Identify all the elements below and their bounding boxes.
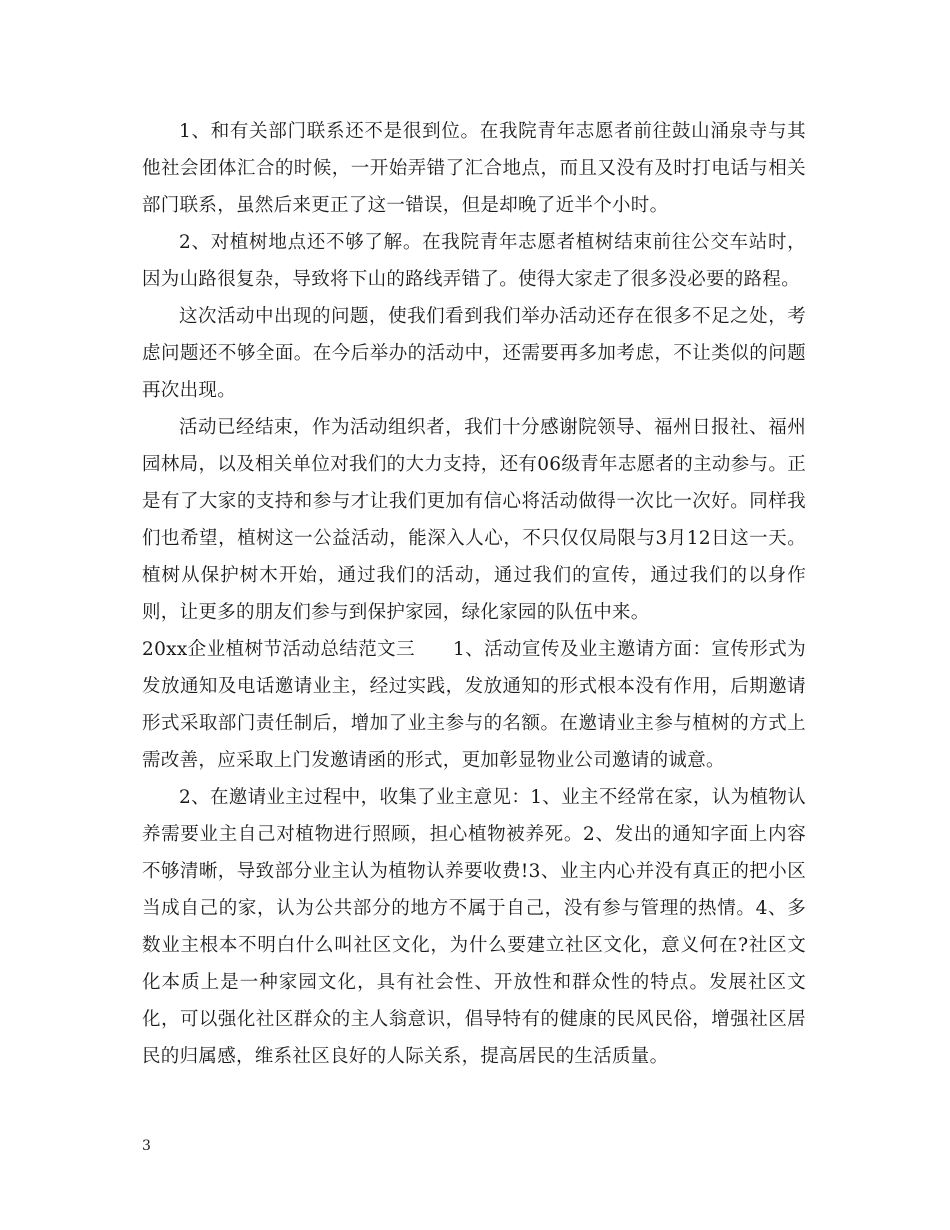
paragraph-1: 1、和有关部门联系还不是很到位。在我院青年志愿者前往鼓山涌泉寺与其他社会团体汇合的时候，一开始弄错了汇合地点，而且又没有及时打电话与相关部门联系，虽然后来更正了这一错误，但是却晚了近半个小时。 <box>142 121 806 216</box>
paragraph-5: 20xx企业植树节活动总结范文三 1、活动宣传及业主邀请方面：宣传形式为发放通知及电话邀请业主，经过实践，发放通知的形式根本没有作用，后期邀请形式采取部门责任制后，增加了业主参与的名额。在邀请业主参与植树的方式上需改善，应采取上门发邀请函的形式，更加彰显物业公司邀请的诚意。 <box>142 639 806 771</box>
document-body <box>142 113 806 1075</box>
paragraph-4: 活动已经结束，作为活动组织者，我们十分感谢院领导、福州日报社、福州园林局，以及相关单位对我们的大力支持，还有06级青年志愿者的主动参与。正是有了大家的支持和参与才让我们更加有信心将活动做得一次比一次好。同样我们也希望，植树这一公益活动，能深入人心，不只仅仅局限与3月12日这一天。植树从保护树木开始，通过我们的活动，通过我们的宣传，通过我们的以身作则，让更多的朋友们参与到保护家园，绿化家园的队伍中来。 <box>142 417 806 623</box>
paragraph-3: 这次活动中出现的问题，使我们看到我们举办活动还存在很多不足之处，考虑问题还不够全面。在今后举办的活动中，还需要再多加考虑，不让类似的问题再次出现。 <box>142 306 806 401</box>
paragraph-6: 2、在邀请业主过程中，收集了业主意见：1、业主不经常在家，认为植物认养需要业主自己对植物进行照顾，担心植物被养死。2、发出的通知字面上内容不够清晰，导致部分业主认为植物认养要收费!3、业主内心并没有真正的把小区当成自己的家，认为公共部分的地方不属于自己，没有参与管理的热情。4、多数业主根本不明白什么叫社区文化，为什么要建立社区文化，意义何在?社区文化本质上是一种家园文化，具有社会性、开放性和群众性的特点。发展社区文化，可以强化社区群众的主人翁意识，倡导特有的健康的民风民俗，增强社区居民的归属感，维系社区良好的人际关系，提高居民的生活质量。 <box>142 787 806 1067</box>
page-number: 3 <box>142 1138 151 1154</box>
paragraph-2: 2、对植树地点还不够了解。在我院青年志愿者植树结束前往公交车站时，因为山路很复杂，导致将下山的路线弄错了。使得大家走了很多没必要的路程。 <box>142 232 806 290</box>
